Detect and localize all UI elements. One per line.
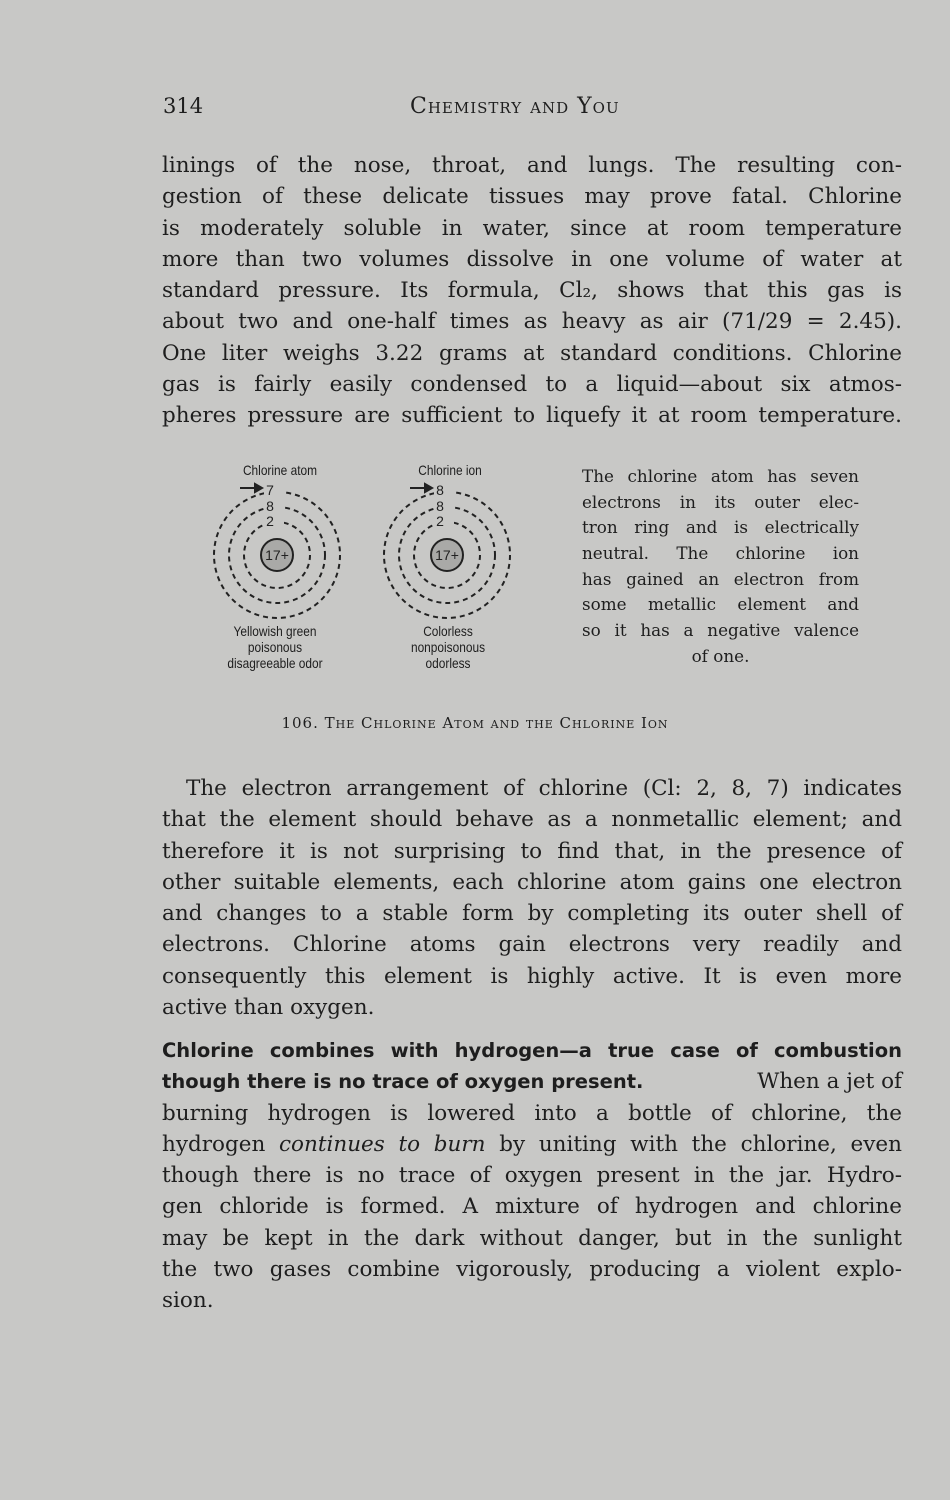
- text-line: electrons in its outer elec-: [582, 491, 859, 512]
- text-line: [162, 1066, 902, 1097]
- property: disagreeable odor: [227, 655, 323, 671]
- property: odorless: [425, 655, 471, 671]
- text-line: linings of the nose, throat, and lungs. The resulting con-: [162, 153, 902, 178]
- section-heading: Chlorine combines with hydrogen—a true case of combustion: [162, 1039, 902, 1062]
- ion-properties: [389, 623, 508, 671]
- text-line: standard pressure. Its formula, Cl₂, shows that this gas is: [162, 278, 902, 304]
- ion-title: Chlorine ion: [418, 462, 482, 478]
- paragraph-2: [162, 773, 902, 1023]
- text-line: more than two volumes dissolve in one volume of water at: [162, 246, 902, 272]
- text-line: The chlorine atom has seven: [582, 466, 859, 486]
- running-title: Chemistry and You: [410, 94, 620, 119]
- text-line: of one.: [691, 645, 750, 666]
- text-line: though there is no trace of oxygen present in the jar. Hydro-: [162, 1163, 902, 1189]
- atom-properties: [216, 623, 335, 671]
- ion-shell-middle: 8: [436, 498, 444, 514]
- text-line: gen chloride is formed. A mixture of hydrogen and chlorine: [162, 1194, 902, 1220]
- text-line: pheres pressure are sufficient to liquefy it at room temperature.: [162, 403, 902, 429]
- ion-shell-inner: 2: [436, 513, 444, 529]
- text-line: and changes to a stable form by completing its outer shell of: [162, 901, 902, 927]
- property: poisonous: [247, 639, 303, 655]
- property: Yellowish green: [233, 623, 317, 639]
- text-line: some metallic element and: [582, 594, 859, 615]
- text-line: about two and one-half times as heavy as air (71/29 = 2.45).: [162, 309, 902, 335]
- figure-side-caption: [582, 464, 859, 670]
- text-line: sion.: [162, 1288, 214, 1314]
- text-line: electrons. Chlorine atoms gain electrons very readily and: [162, 932, 902, 958]
- text-line: consequently this element is highly active. It is even more: [162, 963, 902, 989]
- section-heading: though there is no trace of oxygen present.: [162, 1070, 644, 1094]
- emphasis: continues to burn: [279, 1131, 486, 1157]
- ion-nucleus-label: 17+: [435, 547, 459, 563]
- ion-shell-outer: 8: [436, 482, 444, 498]
- text: by uniting with the chlorine, even: [485, 1131, 902, 1157]
- property: Colorless: [423, 623, 473, 639]
- atom-shell-outer: 7: [266, 482, 274, 498]
- text-line: neutral. The chlorine ion: [582, 543, 859, 564]
- text-line: that the element should behave as a nonmetallic element; and: [162, 807, 902, 833]
- paragraph-3: [162, 1035, 902, 1317]
- page-number: 314: [163, 94, 204, 118]
- text-line: the two gases combine vigorously, producing a violent explo-: [162, 1257, 902, 1283]
- figure-caption: 106. The Chlorine Atom and the Chlorine Ion: [281, 714, 669, 732]
- text-line: One liter weighs 3.22 grams at standard conditions. Chlorine: [162, 340, 902, 366]
- property: nonpoisonous: [410, 639, 486, 655]
- text-line: so it has a negative valence: [582, 620, 859, 641]
- text-line: tron ring and is electrically: [582, 517, 859, 538]
- text-line: active than oxygen.: [162, 995, 375, 1021]
- atom-shell-middle: 8: [266, 498, 274, 514]
- text-line: other suitable elements, each chlorine atom gains one electron: [162, 869, 902, 895]
- text-line: may be kept in the dark without danger, but in the sunlight: [162, 1225, 902, 1251]
- atom-nucleus-label: 17+: [265, 547, 289, 563]
- text-line: gas is fairly easily condensed to a liquid—about six atmos-: [162, 372, 902, 398]
- text-line: The electron arrangement of chlorine (Cl: 2, 8, 7) indicates: [186, 776, 902, 801]
- text-line: is moderately soluble in water, since at room temperature: [162, 215, 902, 241]
- text-line: has gained an electron from: [582, 568, 859, 589]
- text: hydrogen: [162, 1131, 280, 1157]
- text-line: burning hydrogen is lowered into a bottle of chlorine, the: [162, 1100, 902, 1126]
- atom-shell-inner: 2: [266, 513, 274, 529]
- text-line: [162, 1129, 902, 1160]
- text-line: gestion of these delicate tissues may prove fatal. Chlorine: [162, 184, 902, 210]
- text-line: therefore it is not surprising to find that, in the presence of: [162, 838, 902, 864]
- text: When a jet of: [757, 1069, 902, 1095]
- atom-title: Chlorine atom: [242, 462, 318, 478]
